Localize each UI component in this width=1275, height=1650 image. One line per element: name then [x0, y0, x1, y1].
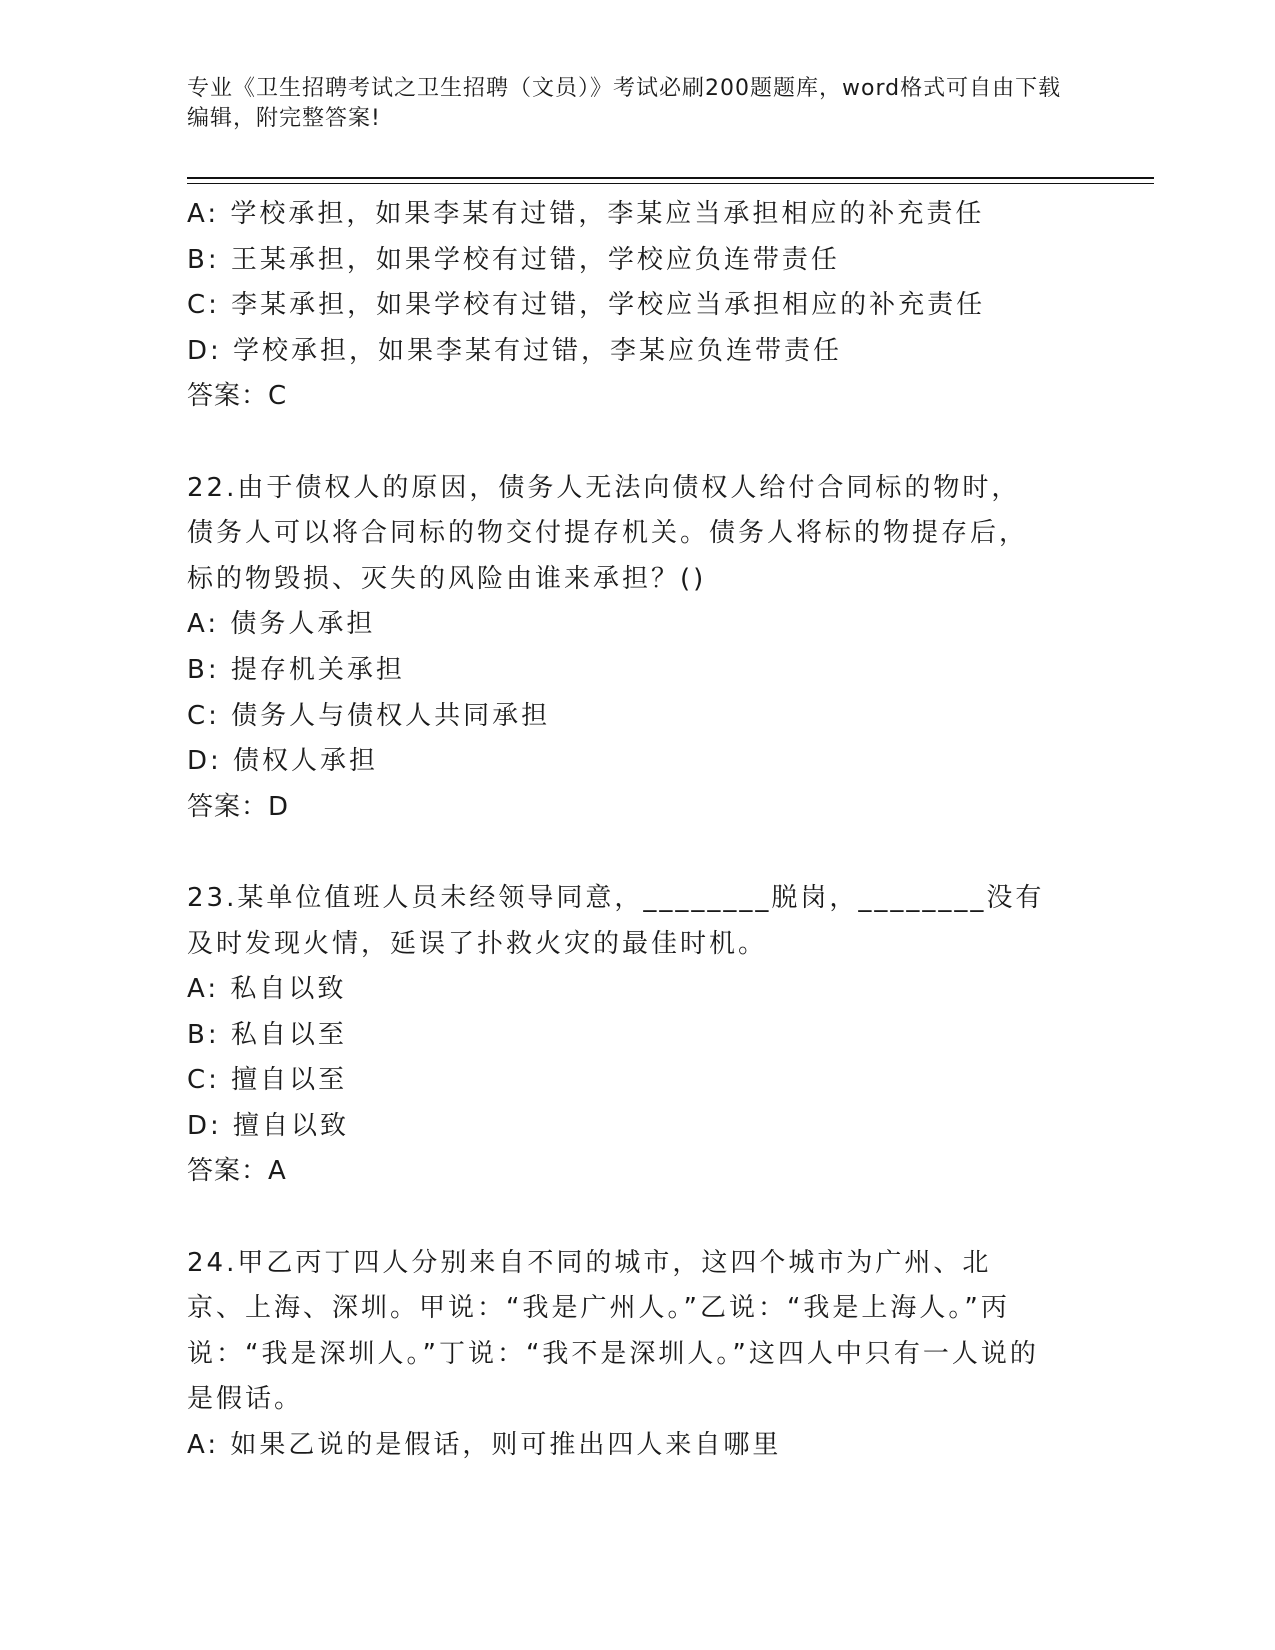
question-stem: 23.某单位值班人员未经领导同意，________脱岗，________没有及时发现火情，延误了扑救火灾的最佳时机。	[187, 882, 1045, 959]
option-a: A: 如果乙说的是假话，则可推出四人来自哪里	[187, 1430, 782, 1461]
option-b: B: 提存机关承担	[187, 654, 405, 685]
question-stem: 22.由于债权人的原因，债务人无法向债权人给付合同标的物时，债务人可以将合同标的物交付提存机关。债务人将标的物提存后，标的物毁损、灭失的风险由谁来承担？()	[187, 472, 1029, 594]
question-content	[187, 192, 1087, 1469]
document-header: 专业《卫生招聘考试之卫生招聘（文员）》考试必刷200题题库，word格式可自由下载编辑，附完整答案!	[187, 76, 1062, 131]
option-a: A: 学校承担，如果李某有过错，李某应当承担相应的补充责任	[187, 199, 985, 229]
option-b: B: 王某承担，如果学校有过错，学校应负连带责任	[187, 244, 840, 275]
spacer	[187, 830, 1087, 876]
question-stem: 24.甲乙丙丁四人分别来自不同的城市，这四个城市为广州、北京、上海、深圳。甲说：“我是广州人。”乙说：“我是上海人。”丙说：“我是深圳人。”丁说：“我不是深圳人。”这四人中只有一人说的是假话。	[187, 1247, 1039, 1415]
option-a: A: 债务人承担	[187, 609, 376, 640]
header-divider-thick	[187, 177, 1154, 179]
option-c: C: 债务人与债权人共同承担	[187, 700, 551, 731]
answer-label: 答案：A	[187, 1156, 287, 1187]
option-a: A: 私自以致	[187, 974, 347, 1005]
spacer	[187, 420, 1087, 466]
question-23	[187, 876, 1087, 1195]
answer-label: 答案：C	[187, 381, 288, 412]
question-21	[187, 192, 1087, 420]
option-c: C: 李某承担，如果学校有过错，学校应当承担相应的补充责任	[187, 290, 986, 321]
option-c: C: 擅自以至	[187, 1065, 348, 1096]
spacer	[187, 1195, 1087, 1241]
question-22	[187, 466, 1087, 831]
option-d: D: 擅自以致	[187, 1110, 350, 1141]
answer-label: 答案：D	[187, 791, 290, 822]
option-b: B: 私自以至	[187, 1019, 347, 1050]
option-d: D: 学校承担，如果李某有过错，李某应负连带责任	[187, 335, 843, 366]
option-d: D: 债权人承担	[187, 746, 379, 777]
question-24	[187, 1241, 1087, 1469]
header-divider-thin	[187, 183, 1154, 184]
